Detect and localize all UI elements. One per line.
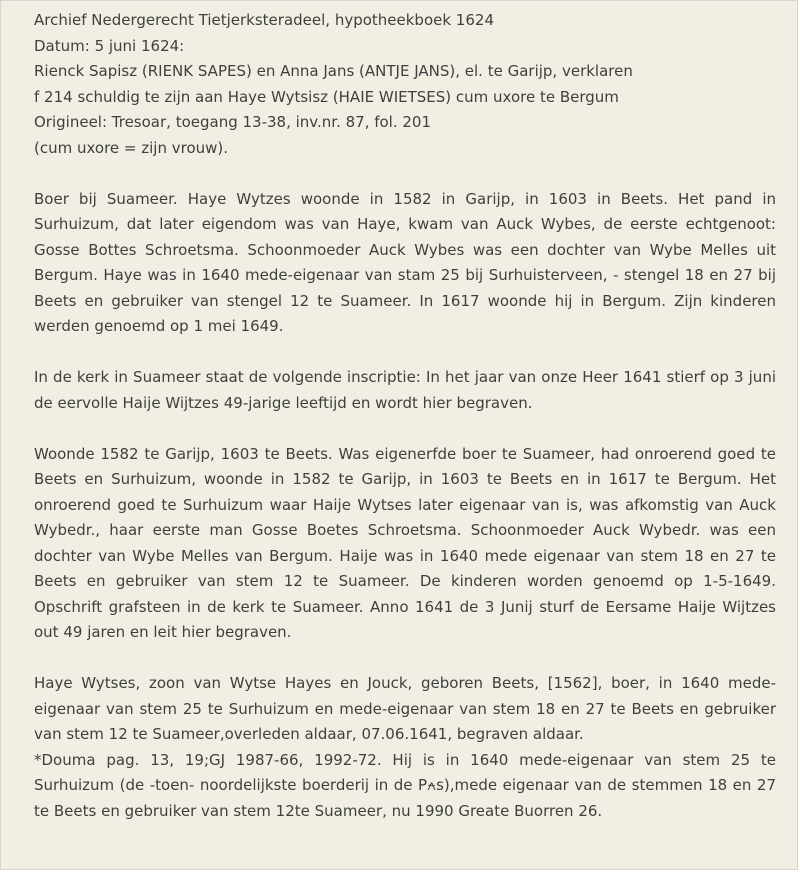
spacer	[34, 416, 776, 442]
document-content	[34, 8, 776, 824]
header-title: Archief Nedergerecht Tietjerksteradeel, hypotheekboek 1624	[34, 11, 494, 29]
spacer	[34, 340, 776, 366]
paragraph-boer-bij-suameer: Boer bij Suameer. Haye Wytzes woonde in 1582 in Garijp, in 1603 in Beets. Het pand in Surhuizum, dat later eigendom was van Haye, kwam van Auck Wybes, de eerste echtgenoot: Gosse Bottes Schroetsma. Schoonmoeder Auck Wybes was een dochter van Wybe Melles uit Bergum. Haye was in 1640 mede-eigenaar van stam 25 bij Surhuisterveen, - stengel 18 en 27 bij Beets en gebruiker van stengel 12 te Suameer. In 1617 woonde hij in Bergum. Zijn kinderen werden genoemd op 1 mei 1649.	[34, 189, 776, 335]
paragraph-woonde: Woonde 1582 te Garijp, 1603 te Beets. Was eigenerfde boer te Suameer, had onroerend goed te Beets en Surhuizum, woonde in 1582 te Garijp, in 1603 te Beets en in 1617 te Bergum. Het onroerend goed te Surhuizum waar Haije Wytses later eigenaar van is, was afkomstig van Auck Wybedr., haar eerste man Gosse Boetes Schroetsma. Schoonmoeder Auck Wybedr. was een dochter van Wybe Melles van Bergum. Haije was in 1640 mede eigenaar van stem 18 en 27 te Beets en gebruiker van stem 12 te Suameer. De kinderen worden genoemd op 1-5-1649. Opschrift grafsteen in de kerk te Suameer. Anno 1641 de 3 Junij sturf de Eersame Haije Wijtzes out 49 jaren en leit hier begraven.	[34, 444, 776, 641]
header-note: (cum uxore = zijn vrouw).	[34, 138, 229, 157]
header-source: Origineel: Tresoar, toegang 13-38, inv.nr. 87, fol. 201	[34, 113, 432, 131]
paragraph-inscriptie: In de kerk in Suameer staat de volgende inscriptie: In het jaar van onze Heer 1641 stierf op 3 juni de eervolle Haije Wijtzes 49-jarige leeftijd en wordt hier begraven.	[34, 368, 776, 412]
header-date: Datum: 5 juni 1624:	[34, 36, 185, 55]
spacer	[34, 161, 776, 187]
spacer	[34, 646, 776, 672]
header-debt: f 214 schuldig te zijn aan Haye Wytsisz (HAIE WIETSES) cum uxore te Bergum	[34, 87, 619, 106]
paragraph-haye-wytses: Haye Wytses, zoon van Wytse Hayes en Jouck, geboren Beets, [1562], boer, in 1640 mede-eigenaar van stem 25 te Surhuizum en mede-eigenaar van stem 18 en 27 te Beets en gebruiker van stem 12 te Suameer,overleden aldaar, 07.06.1641, begraven aldaar.	[34, 674, 776, 743]
header-parties: Rienck Sapisz (RIENK SAPES) en Anna Jans (ANTJE JANS), el. te Garijp, verklaren	[34, 62, 633, 80]
paragraph-douma: *Douma pag. 13, 19;GJ 1987-66, 1992-72. Hij is in 1640 mede-eigenaar van stem 25 te Surhuizum (de -toen- noordelijkste boerderij in de P⍲s),mede eigenaar van de stemmen 18 en 27 te Beets en gebruiker van stem 12te Suameer, nu 1990 Greate Buorren 26.	[34, 750, 776, 820]
